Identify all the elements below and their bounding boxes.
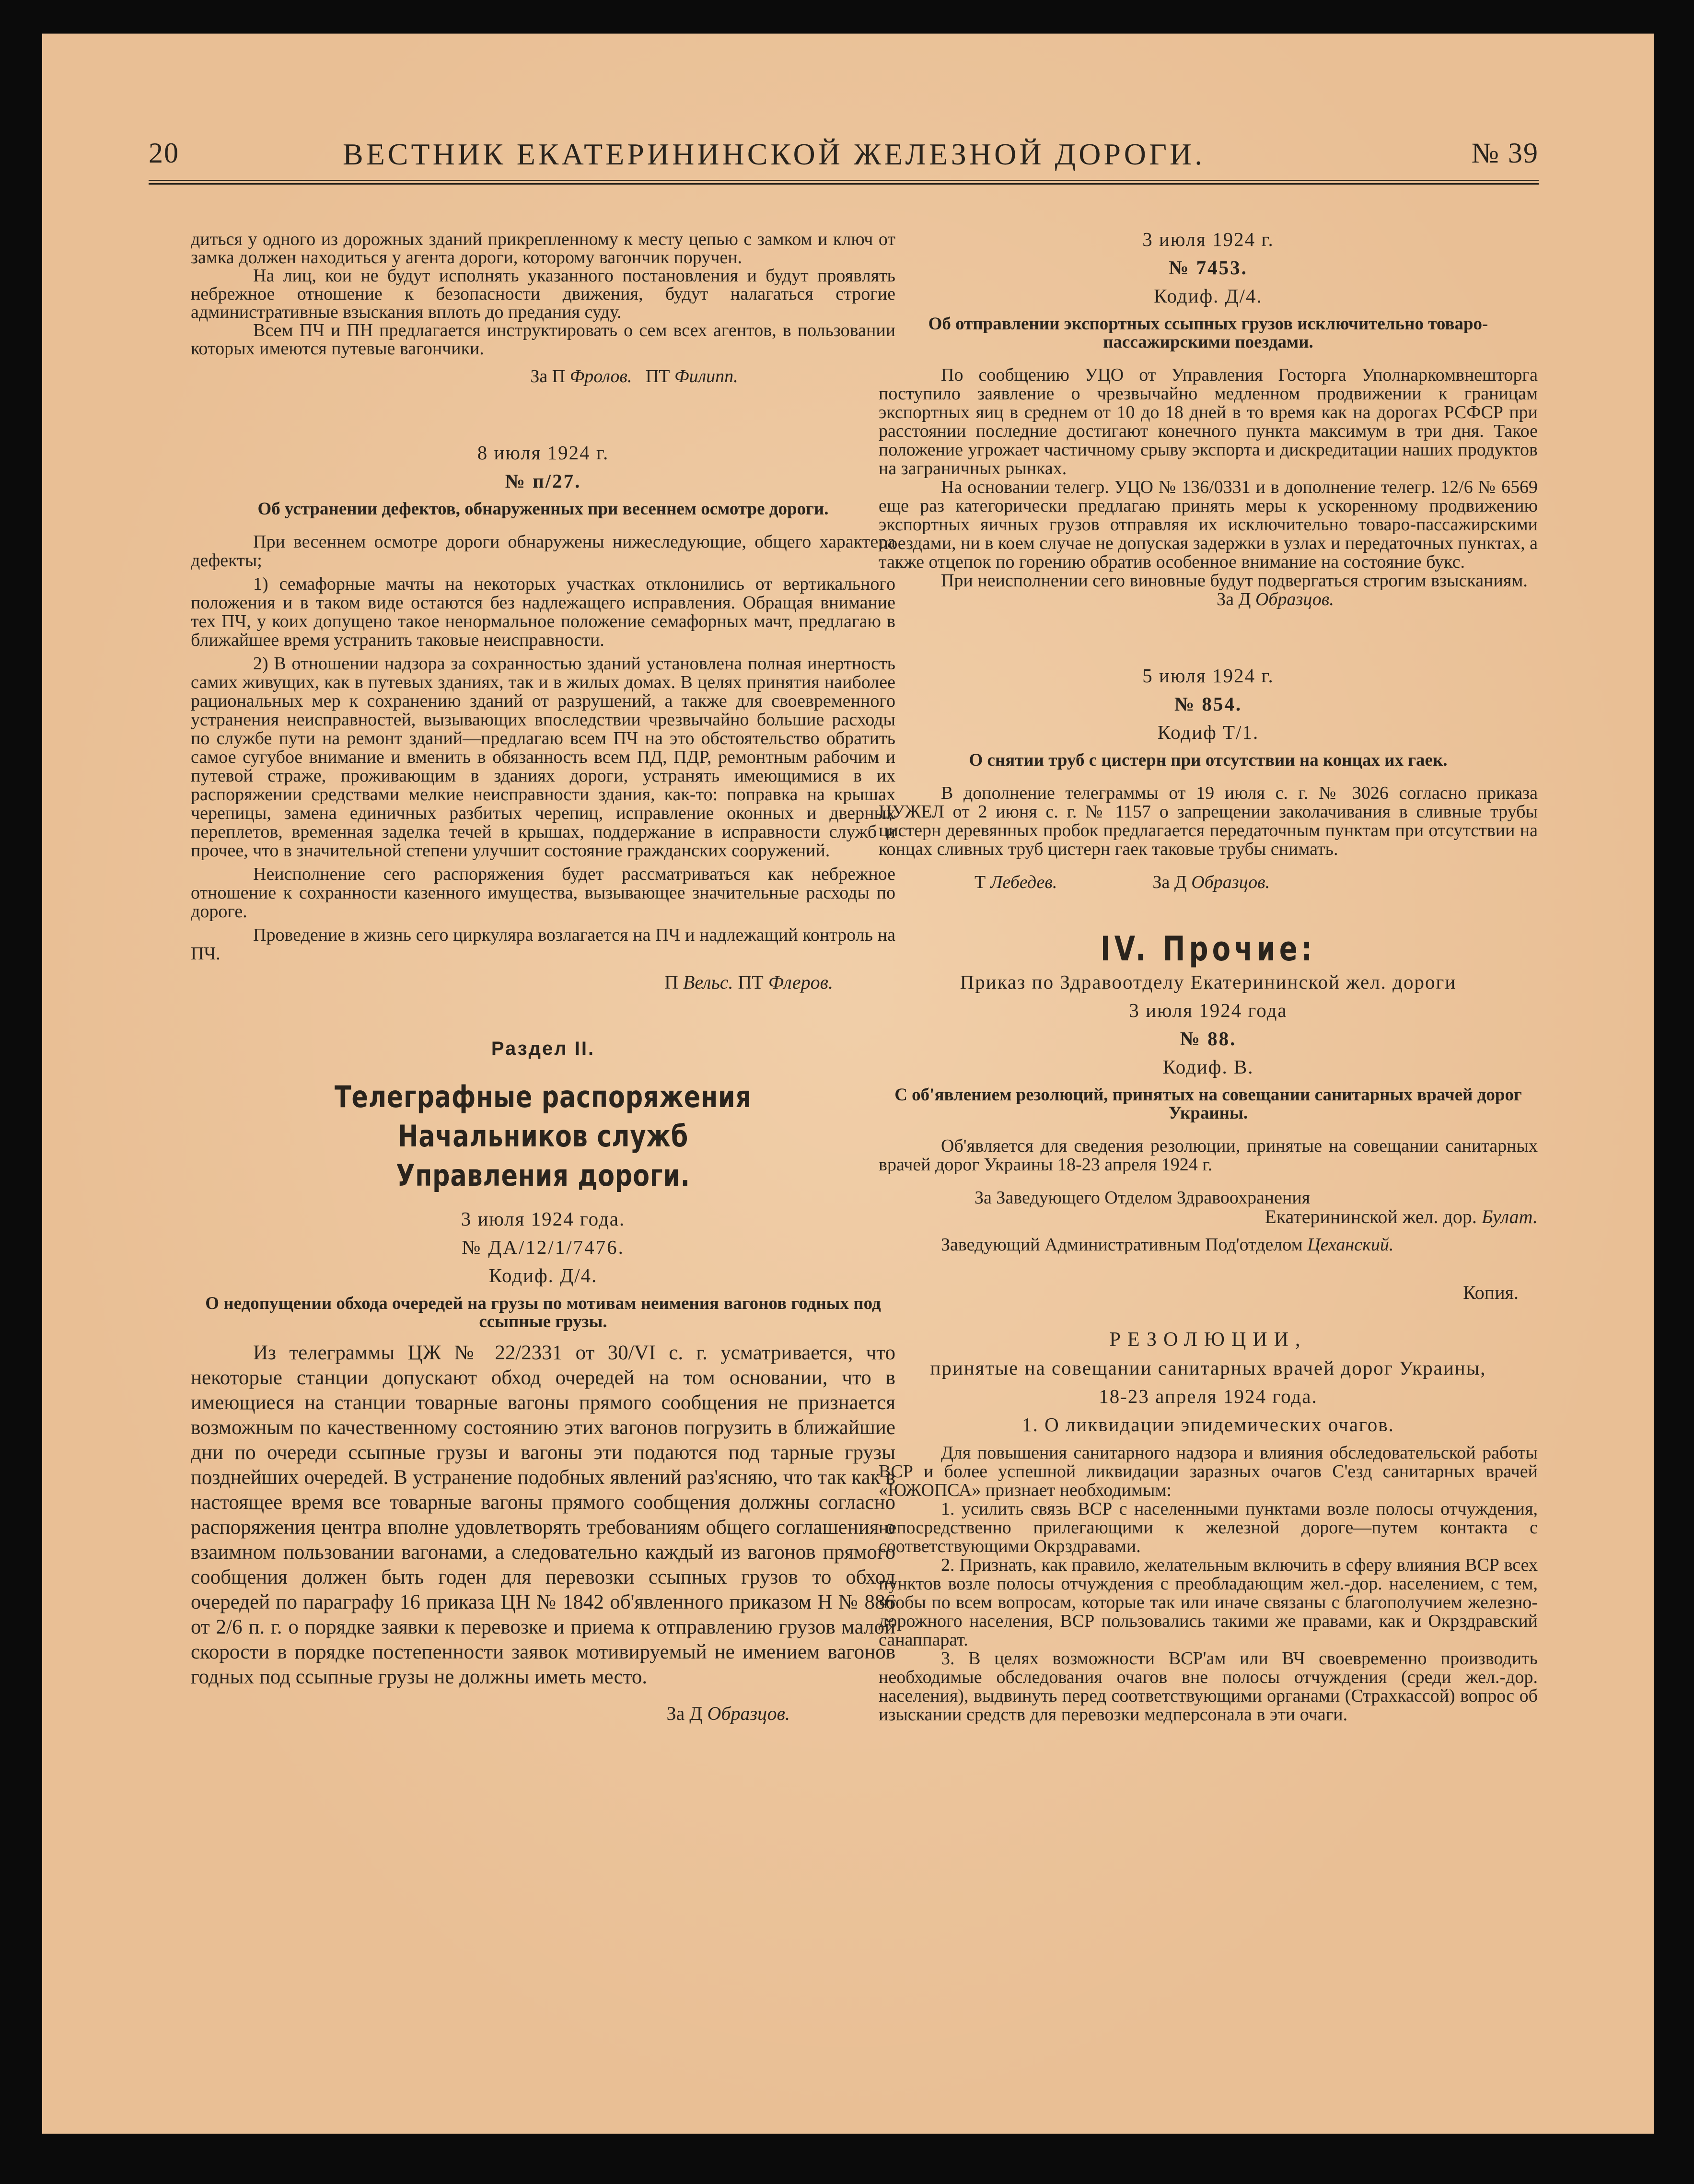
order-paragraph: На основании телегр. УЦО № 136/0331 и в дополнение телегр. 12/6 № 6569 еще раз категорически предлагаю принять меры к ускоренному продвижению экспортных яичных грузов отправляя их исключительно товаро-пассажирскими поездами, ни в коем случае не допуская задержки в узлах и передаточных пунктах, а также отцепок по горению обратив особенное внимание на состояние букс. [879, 477, 1538, 572]
order-date: 3 июля 1924 года [1129, 999, 1288, 1021]
continued-paragraph: диться у одного из дорожных зданий прикрепленному к месту цепью с замком и ключ от замка должен находиться у агента дороги, которому вагончик поручен. [191, 229, 895, 268]
order-number: № ДА/12/1/7476. [462, 1236, 625, 1258]
order-paragraph: В дополнение телеграммы от 19 июля с. г. № 3026 согласно приказа ЦУЖЕЛ от 2 июня с. г. № 1157 о запрещении заколачивания в сливные трубы цистерн деревянных пробок предлагается передаточным пунктам при отсутствии на концах сливных труб цистерн гаек таковые трубы снимать. [879, 783, 1538, 859]
order-code: Кодиф. Д/4. [1154, 285, 1263, 307]
left-column [191, 230, 895, 1723]
signature-line: Заведующий Административным Под'отделом Цеханский. [941, 1235, 1394, 1255]
order-paragraph: Неисполнение сего распоряжения будет рассматриваться как небрежное отношение к сохранности казенного имущества, вызывающее значительные расходы по дороге. [191, 864, 895, 922]
resolution-item-title: 1. О ликвидации эпидемических очагов. [1022, 1413, 1394, 1436]
copy-label: Копия. [1463, 1282, 1519, 1303]
order-date: 3 июля 1924 г. [1142, 228, 1274, 250]
order-subject: О недопущении обхода очередей на грузы по мотивам неимения вагонов годных под ссыпные грузы. [205, 1294, 881, 1331]
signature-line: За Заведующего Отделом Здравоохранения [975, 1188, 1311, 1208]
section-title: Телеграфные распоряжения Начальников служб Управления дороги. [335, 1079, 752, 1193]
signature-line: Т Лебедев. За Д Образцов. [975, 872, 1270, 892]
resolutions-dates: 18-23 апреля 1924 года. [1099, 1385, 1318, 1407]
order-number: № 88. [1180, 1028, 1237, 1050]
continued-paragraph: Всем ПЧ и ПН предлагается инструктировать о сем всех агентов, в пользовании которых имеются путевые вагончики. [191, 320, 895, 359]
order-number: № 854. [1174, 693, 1242, 715]
page-scan [42, 34, 1654, 2134]
signature-line: За П Фролов. ПТ Филипп. [530, 366, 738, 386]
order-paragraph: При весеннем осмотре дороги обнаружены нижеследующие, общего характера дефекты; [191, 532, 895, 571]
resolution-paragraph: 3. В целях возможности ВСР'ам или ВЧ своевременно производить необходимые обследования очагов вне полосы отчуждения (среди жел.-дор. населения), выдвинуть перед соответствующими органами (Страхкассой) вопрос об изыскании средств для перевозки медперсонала в эти очаги. [879, 1648, 1538, 1725]
resolution-paragraph: 1. усилить связь ВСР с населенными пунктами возле полосы отчуждения, непосредственно прилегающими к железной дороге—путем контакта с соответствующими Окрздравами. [879, 1499, 1538, 1556]
page-header [149, 137, 1539, 185]
order-subject: Об устранении дефектов, обнаруженных при весеннем осмотре дороги. [257, 499, 829, 519]
order-code: Кодиф. В. [1162, 1056, 1254, 1078]
resolutions-subtitle: принятые на совещании санитарных врачей дорог Украины, [930, 1357, 1486, 1379]
order-paragraph: 1) семафорные мачты на некоторых участках отклонились от вертикального положения и в таком виде остаются без надлежащего исправления. Обращая внимание тех ПЧ, у коих допущено такое ненормальное положение семафорных мачт, предлагаю в ближайшее время устранить таковые неисправности. [191, 574, 895, 650]
resolution-paragraph: 2. Признать, как правило, желательным включить в сферу влияния ВСР всех пунктов возле полосы отчуждения с преобладающим жел.-дор. населением, с тем, чтобы по всем вопросам, которые так или иначе связаны с благополучием железно-дорожного населения, ВСР пользовались такими же правами, как и Окрздравский санаппарат. [879, 1555, 1538, 1650]
resolution-paragraph: Для повышения санитарного надзора и влияния обследовательской работы ВСР и более успешной ликвидации заразных очагов С'езд санитарных врачей «ЮЖОПСА» признает необходимым: [879, 1443, 1538, 1500]
order-code: Кодиф Т/1. [1157, 721, 1259, 743]
issue-number: № 39 [1471, 137, 1539, 169]
order-paragraph: При неисполнении сего виновные будут подвергаться строгим взысканиям. [941, 571, 1528, 591]
signature-line: Екатерининской жел. дор. Булат. [1265, 1206, 1538, 1227]
order-intro: Приказ по Здравоотделу Екатерининской жел. дороги [960, 971, 1457, 993]
order-paragraph: Проведение в жизнь сего циркуляра возлагается на ПЧ и надлежащий контроль на ПЧ. [191, 925, 895, 964]
order-paragraph: 2) В отношении надзора за сохранностью зданий установлена полная инертность самих живущих, как в путевых зданиях, так и в жилых домах. В целях принятия наиболее рациональных мер к сохранению зданий от разрушений, а также для своевременного устранения неисправностей, вызывающих впоследствии чрезвычайно большие расходы по службе пути на ремонт зданий—предлагаю всем ПЧ на это обстоятельство обратить самое сугубое внимание и вменить в обязанность всем ПД, ПДР, ремонтным рабочим и путевой страже, проживающим в зданиях дороги, устранять имеющимися в их распоряжении средствами мелкие неисправности здания, как-то: поправка на крышах черепицы, замена единичных разбитых черепиц, исправление оконных и дверных переплетов, временная заделка течей в крышах, поддержание в исправности служб и прочее, что в значительной степени улучшит состояние гражданских сооружений. [191, 654, 895, 861]
order-date: 8 июля 1924 г. [477, 442, 609, 464]
order-paragraph: Из телеграммы ЦЖ № 22/2331 от 30/VI с. г. усматривается, что некоторые станции допускают обход очередей на том основании, что в имеющиеся на станции товарные вагоны прямого сообщения не признается возможным по качественному состоянию этих вагонов погрузить в ближайшие дни по очереди ссыпные грузы и вагоны эти подаются под тарные грузы позднейших очередей. В устранение подобных явлений раз'ясняю, что так как в настоящее время все товарные вагоны прямого сообщения должны согласно распоряжения центра вполне удовлетворять требованиям общего соглашения о взаимном пользовании вагонами, а следовательно каждый из вагонов прямого сообщения должен быть годен для перевозки ссыпных грузов то обход очередей по параграфу 16 приказа ЦН № 1842 об'явленного приказом Н № 886 от 2/6 п. г. о порядке заявки к перевозке и приема к отправлению грузов малой скорости в порядке постепенности заявок мотивируемый не имением вагонов годных под ссыпные грузы не должны иметь место. [191, 1342, 895, 1688]
signature-line: За Д Образцов. [1217, 589, 1334, 609]
signature-line: За Д Образцов. [666, 1703, 790, 1724]
order-paragraph: По сообщению УЦО от Управления Госторга Уполнаркомвнешторга поступило заявление о чрезвычайно медленном продвижении к границам экспортных яиц в среднем от 10 до 18 дней в то время как на дорогах РСФСР при расстоянии последние достигают конечного пункта максимум в три дня. Такое положение угрожает частичному срыву экспорта и дискредитации наших продуктов на заграничных рынках. [879, 365, 1538, 479]
order-date: 5 июля 1924 г. [1142, 665, 1274, 687]
order-subject: О снятии труб с цистерн при отсутствии на концах их гаек. [969, 750, 1448, 770]
continued-paragraph: На лиц, кои не будут исполнять указанного постановления и будут проявлять небрежное отношение к безопасности движения, будут налагаться строгие административные взыскания вплоть до предания суду. [191, 266, 895, 322]
order-number: № 7453. [1169, 257, 1248, 279]
order-subject: Об отправлении экспортных ссыпных грузов исключительно товаро-пассажирскими поездами. [928, 314, 1488, 352]
page-number: 20 [149, 137, 179, 169]
order-code: Кодиф. Д/4. [488, 1264, 598, 1286]
order-number: № п/27. [505, 470, 581, 492]
section-title: IV. Прочие: [1100, 929, 1316, 969]
order-paragraph: Об'является для сведения резолюции, принятые на совещании санитарных врачей дорог Украины 18-23 апреля 1924 г. [879, 1136, 1538, 1175]
journal-title: ВЕСТНИК ЕКАТЕРИНИНСКОЙ ЖЕЛЕЗНОЙ ДОРОГИ. [343, 137, 1206, 171]
section-label: Раздел II. [491, 1038, 595, 1059]
signature-line: П Вельс. ПТ Флеров. [664, 971, 833, 993]
resolutions-title: РЕЗОЛЮЦИИ, [1109, 1329, 1307, 1351]
right-column [879, 230, 1538, 1724]
order-subject: С об'явлением резолюций, принятых на совещании санитарных врачей дорог Украины. [894, 1085, 1522, 1123]
order-date: 3 июля 1924 года. [461, 1208, 626, 1230]
